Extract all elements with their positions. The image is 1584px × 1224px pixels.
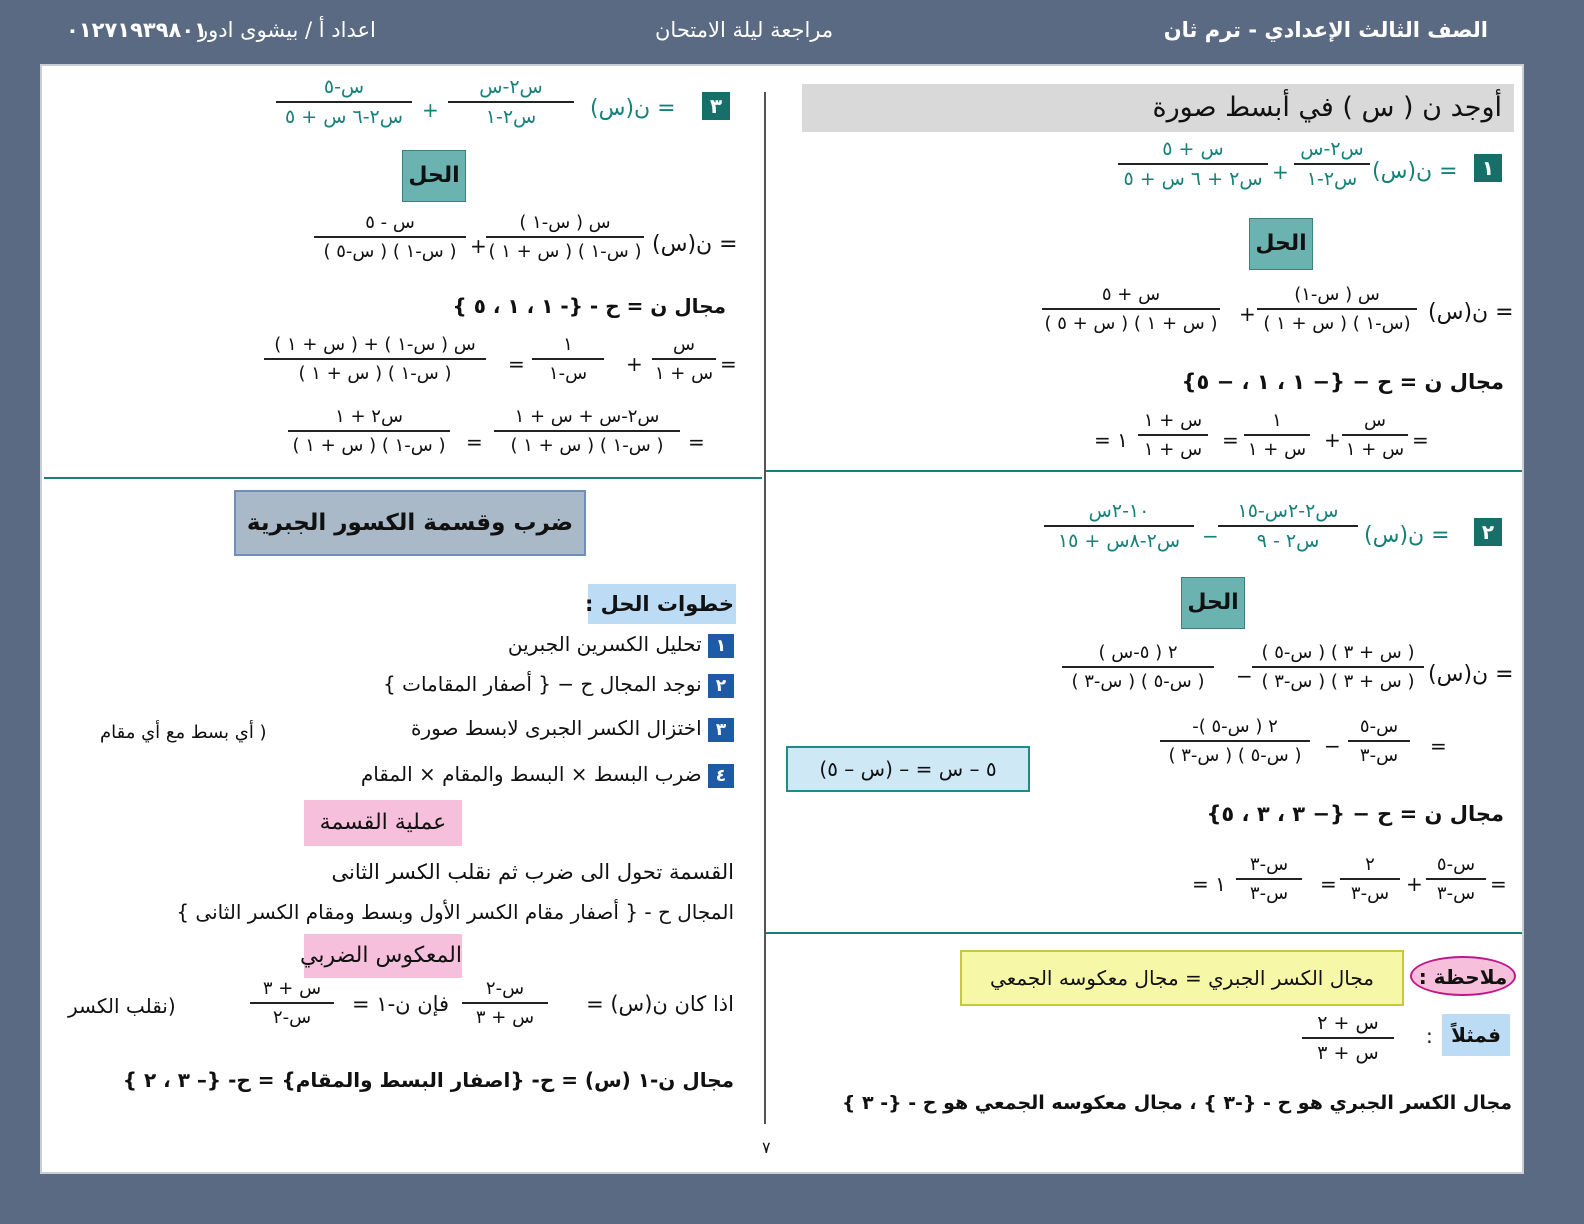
step-3-number: ٣ [708,718,734,742]
header-phone: ٠١٢٧١٩٣٩٨٠١ [66,18,207,42]
ex2-result-fraction-2: ٢ س-٣ [1340,854,1400,904]
ex2-minus: − [1202,524,1219,548]
ex3-fraction-2: س-٥ س٢-٦ س + ٥ [276,76,412,128]
header-center-title: مراجعة ليلة الامتحان [655,18,834,42]
section-title: أوجد ن ( س ) في أبسط صورة [802,84,1514,132]
ex2-step-minus: − [1324,734,1341,758]
step-2: ٢ نوجد المجال ح − { أصفار المقامات } [383,672,734,698]
division-line-2: المجال ح - { أصفار مقام الكسر الأول وبسط ومقام الكسر الثانى } [176,900,734,924]
page-number: ٧ [762,1138,771,1157]
inverse-if: اذا كان ن(س) = [586,992,734,1016]
note-box: ٥ – س = – (س – ٥) [786,746,1030,792]
ex2-result: = ١ [1192,872,1226,896]
ex1-result-fraction-3: س + ١ س + ١ [1138,410,1208,460]
ex3-a-fraction-1: س س + ١ [652,334,716,384]
ex2-result-plus: + [1406,872,1423,896]
ex3-fraction-1: س٢-س س٢-١ [448,76,574,128]
ex1-result: = ١ [1094,428,1128,452]
ex2-solution-label: الحل [1181,577,1245,629]
ex2-solution-fraction-1: ( س-٥ ) ( س + ٣ ) ( س-٣ ) ( س + ٣ ) [1252,642,1424,692]
ex1-fraction-2: س + ٥ س٢ + ٦ س + ٥ [1118,138,1268,190]
ex3-a-plus: + [626,352,643,376]
step-2-number: ٢ [708,674,734,698]
ex3-domain: مجال ن = ح - {- ١ ، ١ ، ٥ } [452,294,726,318]
step-1-number: ١ [708,634,734,658]
ex2-equals-2: = [1490,872,1507,896]
example-colon: : [1426,1024,1433,1048]
example-fraction: س + ٢ س + ٣ [1302,1012,1394,1064]
ex2-equals: = [1430,734,1447,758]
step-3: ٣ اختزال الكسر الجبرى لابسط صورة [411,716,734,742]
ex1-domain: مجال ن = ح − {− ١ ، ١ ، − ٥} [1181,370,1504,394]
ex3-equals-1: = [720,352,737,376]
ex3-equals-4: = [466,430,483,454]
ex2-result-fraction-3: س-٣ س-٣ [1236,854,1302,904]
right-divider-2 [766,932,1522,934]
ex2-fraction-2: ١٠-٢س س٢-٨س + ١٥ [1044,500,1194,552]
section-banner: ضرب وقسمة الكسور الجبرية [234,490,586,556]
ex2-step-fraction-2: -٢ ( س-٥ ) ( س-٣ ) ( س-٥ ) [1160,716,1310,766]
ex3-solution-fraction-1: س ( س-١ ) ( س + ١ ) ( س-١ ) [486,212,644,262]
ex1-solution-plus: + [1239,302,1256,326]
step-4-number: ٤ [708,764,734,788]
ex1-equals: = [1412,428,1429,452]
ex2-lhs: ن(س) = [1364,523,1450,548]
note-domain-line: مجال الكسر الجبري هو ح - {-٣ } ، مجال معكوسه الجمعي هو ح - {- ٣ } [841,1092,1512,1114]
ex2-solution-lhs: ن(س) = [1428,662,1514,687]
ex2-equals-3: = [1320,872,1337,896]
step-1: ١ تحليل الكسرين الجبرين [508,632,734,658]
ex1-equals-2: = [1222,428,1239,452]
ex2-number: ٢ [1474,518,1502,546]
ex2-solution-minus: − [1236,664,1253,688]
header-author: اعداد أ / بيشوى ادور [198,18,376,42]
step-3-note: ( أي بسط مع أي مقام [100,722,267,743]
worksheet-page [40,64,1524,1174]
ex1-solution-fraction-1: س ( س-١) ( س + ١ ) ( س-١) [1257,284,1417,334]
step-4: ٤ ضرب البسط × البسط والمقام × المقام [361,762,734,788]
inverse-domain: مجال ن-١ (س) = ح- {اصفار البسط والمقام} = ح- {– ٣ ، ٢ } [122,1068,734,1092]
ex2-solution-fraction-2: ٢ ( ٥-س ) ( س-٣ ) ( س-٥ ) [1062,642,1214,692]
ex1-number: ١ [1474,154,1502,182]
example-label: فمثلاً [1442,1014,1510,1056]
ex1-plus: + [1272,160,1289,184]
inverse-fraction-g: س + ٣ س-٢ [250,978,334,1028]
ex3-solution-lhs: ن(س) = [652,232,738,257]
column-divider [764,92,766,1124]
ex1-lhs: ن(س) = [1372,159,1458,184]
ex2-domain: مجال ن = ح − {− ٣ ، ٣ ، ٥} [1206,802,1504,826]
note-label: ملاحظة : [1410,956,1516,996]
ex2-fraction-1: س٢-٢س-١٥ س٢ - ٩ [1218,500,1358,552]
note-text: مجال الكسر الجبري = مجال معكوسه الجمعي [960,950,1404,1006]
ex3-lhs: ن(س) = [590,96,676,121]
ex3-solution-fraction-2: س - ٥ ( س-٥ ) ( س-١ ) [314,212,466,262]
division-line-1: القسمة تحول الى ضرب ثم نقلب الكسر الثانى [331,860,734,884]
ex3-a-fraction-3: س ( س-١ ) + ( س + ١ ) ( س + ١ ) ( س-١ ) [264,334,486,384]
steps-title: خطوات الحل : [588,584,736,624]
ex3-b-fraction-2: س٢ + ١ ( س + ١ ) ( س-١ ) [288,406,450,456]
ex1-solution-lhs: ن(س) = [1428,300,1514,325]
ex3-plus: + [422,98,439,122]
inverse-flip: (نقلب الكسر [68,994,176,1018]
division-title: عملية القسمة [304,800,462,846]
ex3-solution-plus: + [470,234,487,258]
ex1-solution-fraction-2: س + ٥ ( س + ٥ ) ( س + ١ ) [1042,284,1220,334]
header-grade-title: الصف الثالث الإعدادي - ترم ثان [1163,18,1488,42]
ex3-solution-label: الحل [402,150,466,202]
ex3-b-fraction-1: س٢-س + س + ١ ( س + ١ ) ( س-١ ) [494,406,680,456]
right-divider-1 [766,470,1522,472]
ex1-result-fraction-2: ١ س + ١ [1244,410,1310,460]
ex2-step-fraction-1: س-٥ س-٣ [1348,716,1410,766]
left-divider [44,477,762,479]
ex1-result-plus: + [1324,428,1341,452]
ex2-result-fraction-1: س-٥ س-٣ [1426,854,1486,904]
ex3-equals-3: = [688,430,705,454]
ex3-equals-2: = [508,352,525,376]
ex3-number: ٣ [702,92,730,120]
ex3-a-fraction-2: ١ س-١ [532,334,604,384]
inverse-then: فإن ن-١ = [352,992,450,1016]
ex1-result-fraction-1: س س + ١ [1342,410,1408,460]
ex1-fraction-1: س٢-س س٢-١ [1294,138,1370,190]
inverse-title: المعكوس الضربي [304,934,462,978]
ex1-solution-label: الحل [1249,218,1313,270]
inverse-fraction-f: س-٢ س + ٣ [462,978,548,1028]
